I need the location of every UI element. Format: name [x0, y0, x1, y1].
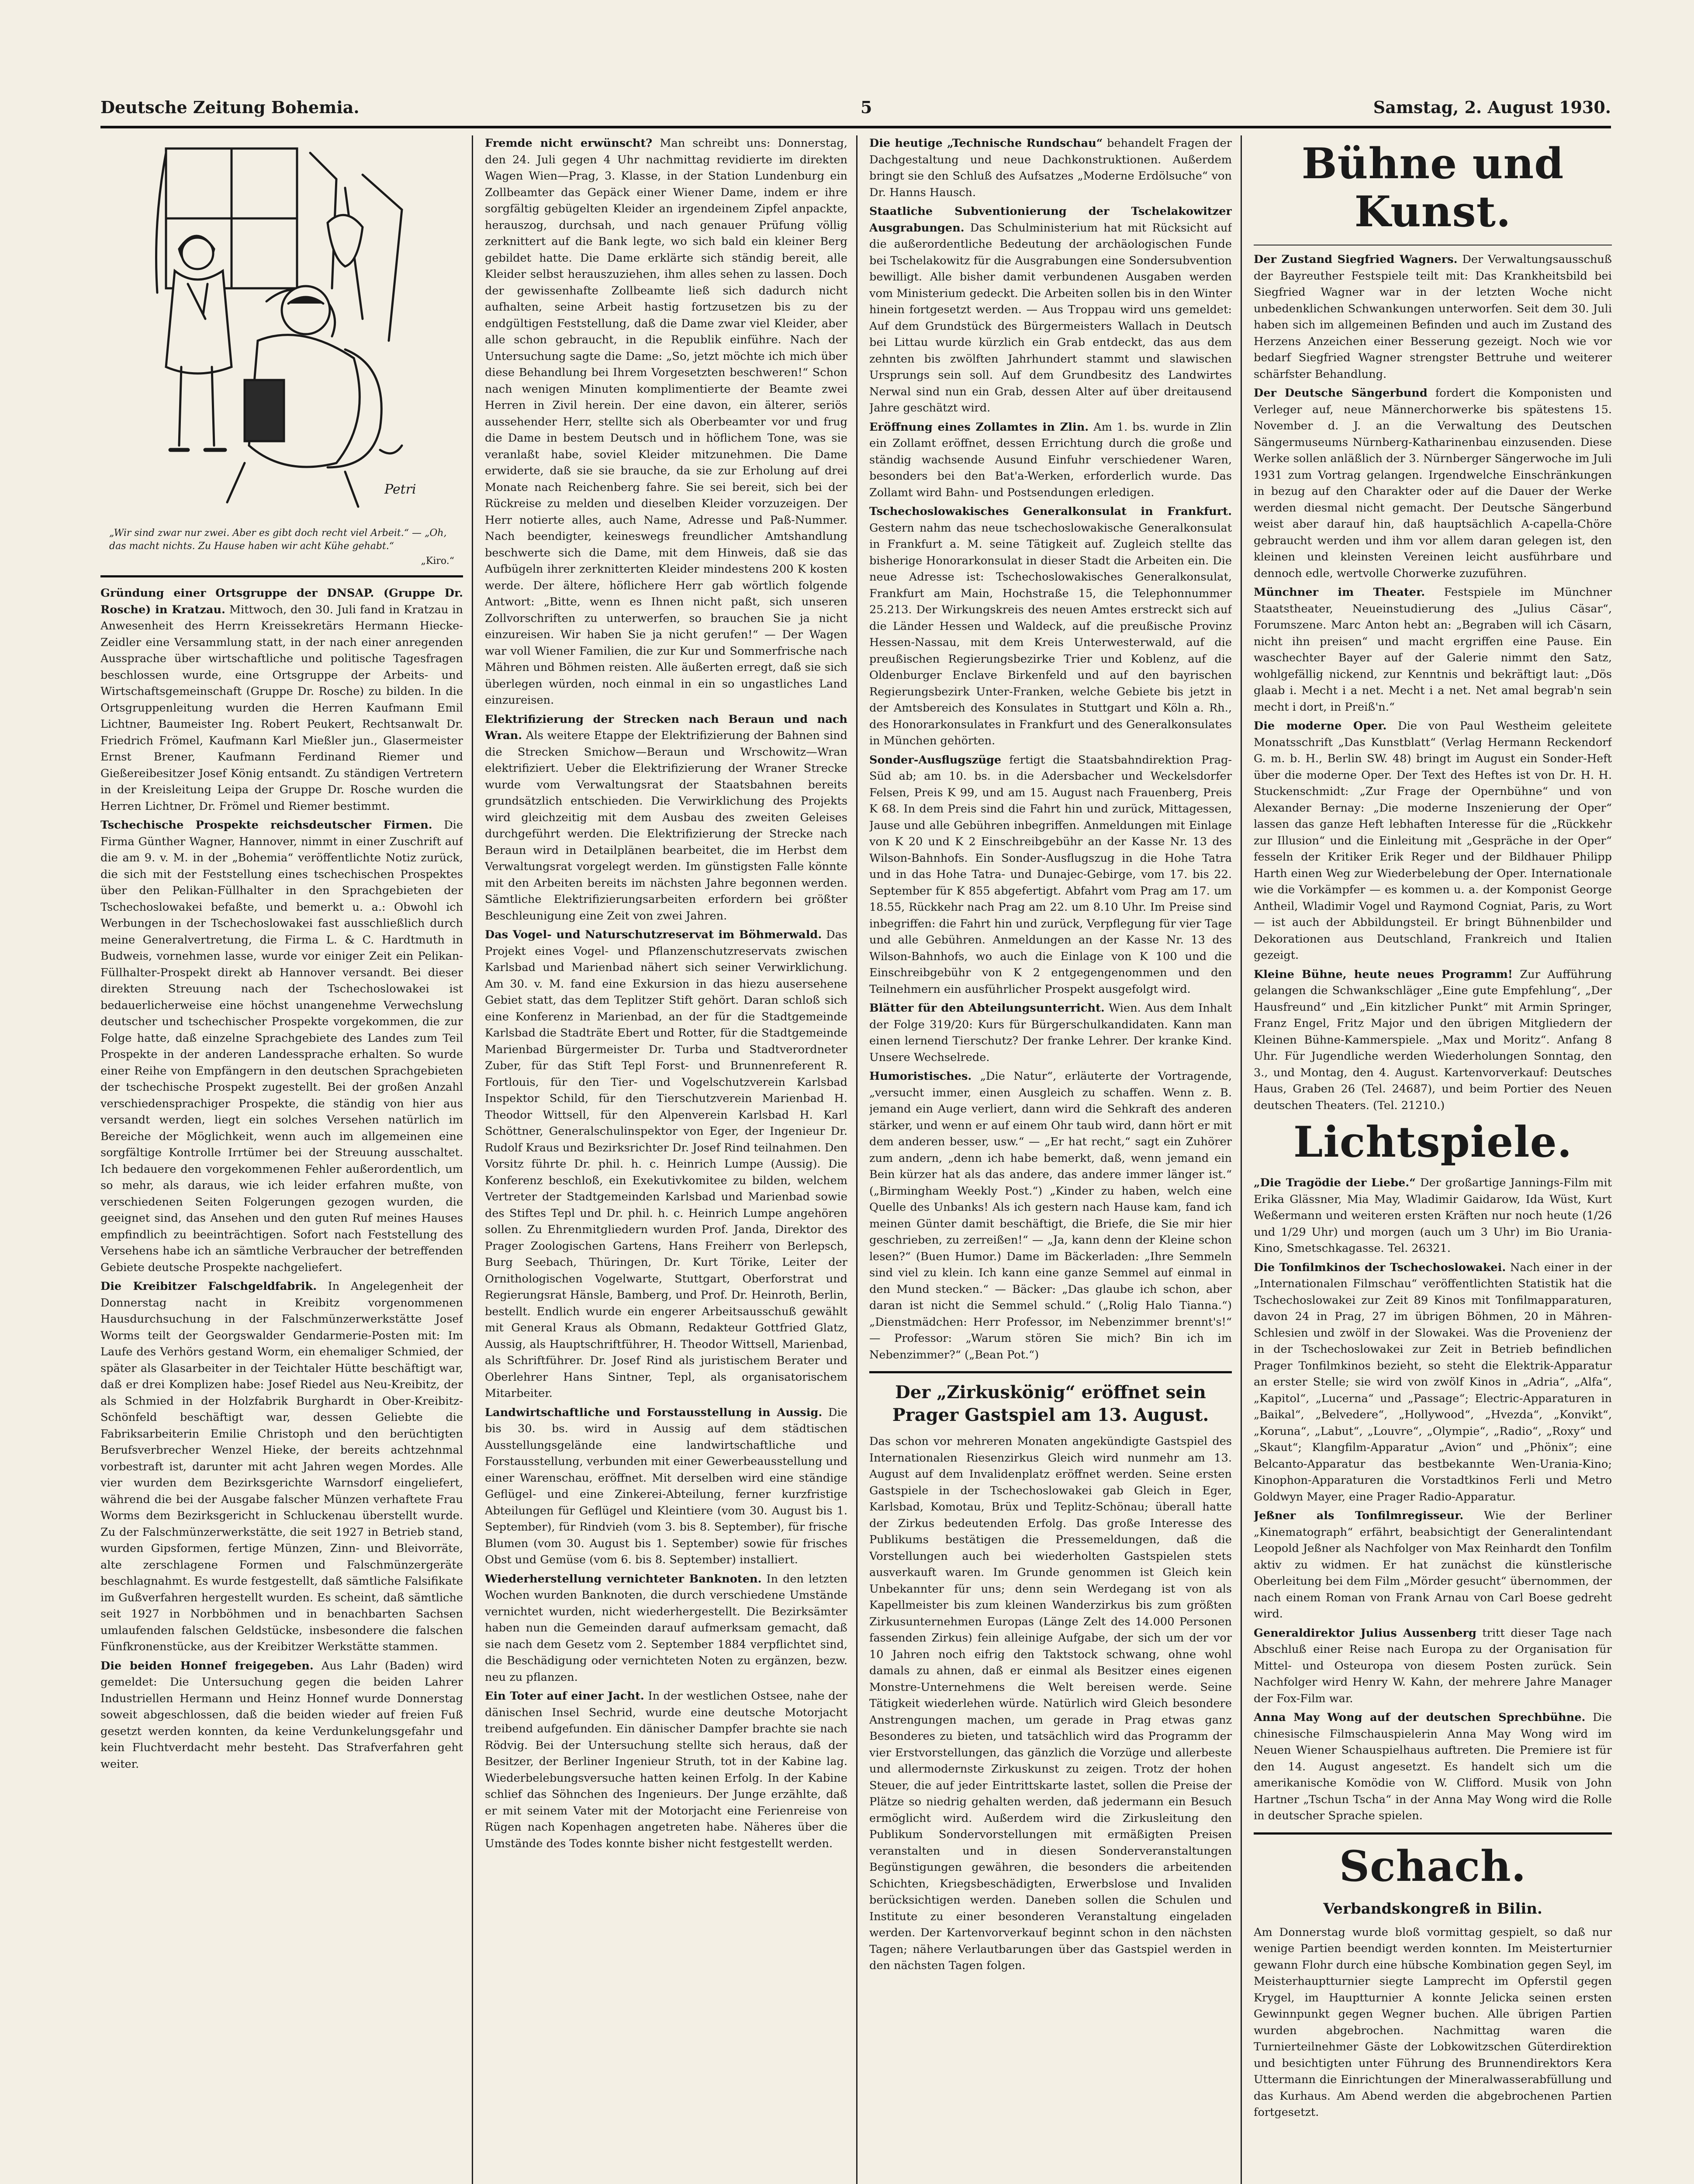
article — [485, 1405, 847, 1569]
article — [485, 1571, 847, 1686]
article-heading: Gründung einer Ortsgruppe der DNSAP. (Gruppe Dr. Rosche) in Kratzau. — [100, 587, 463, 616]
article-body: Man schreibt uns: Donnerstag, den 24. Juli gegen 4 Uhr nachmittag revidierte im direkten Wagen Wien—Prag, 3. Klasse, in der Station Lundenburg ein Zollbeamter das Gepäck einer Wiener Dame, indem er ihre sorgfältig gebügelten Kleider an irgendeinem Zipfel anpackte, herauszog, durchsah, und nach genauer Prüfung völlig zerknittert auf die Bank legte, wo sich bald ein kleiner Berg gebildet hatte. Die Dame erklärte sich ständig bereit, alle Kleider selbst herauszuziehen, ihm alles sehen zu lassen. Doch der gewissenhafte Zollbeamte ließ sich dadurch nicht aufhalten, seine Arbeit hastig fortzusetzen bis zu der endgültigen Feststellung, daß die Dame zwar viel Kleider, aber alle schon gebraucht, in die Republik einführe. Nach der Untersuchung sagte die Dame: „So, jetzt möchte ich mich über diese Behandlung bei Ihrem Vorgesetzten beschweren!“ Schon nach wenigen Minuten komplimentierte der Beamte zwei Herren in Zivil herein. Der eine davon, ein älterer, seriös aussehender Herr, stellte sich als Oberbeamter vor und frug die Dame in bestem Deutsch und in höflichem Tone, was sie veranlaßt habe, soviel Kleider mitzunehmen. Die Dame erwiderte, daß sie sie brauche, da sie zur Erholung auf drei Monate nach Reichenberg fahre. Sie sei bereit, sich bei der Rückreise zu melden und dieselben Kleider vorzuzeigen. Der Herr notierte alles, auch Name, Adresse und Paß-Nummer. Nach beendigter, keineswegs freundlicher Amtshandlung beschwerte sich die Dame, mit dem Hinweis, daß sie das Aufbügeln ihrer zerknitterten Kleider mindestens 200 K kosten werde. Der ältere, höflichere Herr gab wörtlich folgende Antwort: „Bitte, wenn es Ihnen nicht paßt, sich unseren Zollvorschriften zu unterwerfen, so brauchen Sie ja nicht einzureisen. Wir haben Sie ja nicht gerufen!“ — Der Wagen war voll Wiener Familien, die zur Kur und Sommerfrische nach Mähren und Böhmen reisten. Alle äußerten erregt, daß sie sich überlegen würden, noch einmal in ein so ungastliches Land einzureisen. — [485, 137, 847, 707]
article-body: behandelt Fragen der Dachgestaltung und neue Dachkonstruktionen. Außerdem bringt sie den Schluß des Aufsatzes „Moderne Erdölsuche“ von Dr. Hanns Hausch. — [869, 137, 1232, 199]
column-divider — [1241, 135, 1242, 2184]
article-heading: Generaldirektor Julius Aussenberg — [1254, 1626, 1476, 1640]
chess-subheading: Verbandskongreß in Bilin. — [1323, 1900, 1542, 1918]
article-body: Wie der Berliner „Kinematograph“ erfährt, beabsichtigt der Generalintendant Leopold Jeßner als Nachfolger von Max Reinhardt den Tonfilm aktiv zu widmen. Er hat zunächst die künstlerische Oberleitung bei dem Film „Mörder gesucht“ übernommen, der nach einem Roman von Frank Arnau von Carl Boese gedreht wird. — [1254, 1509, 1612, 1621]
article-heading: Eröffnung eines Zollamtes in Zlin. — [869, 420, 1089, 434]
artist-signature: Petri — [384, 482, 416, 497]
column-divider — [472, 135, 473, 2184]
article — [100, 1279, 463, 1655]
section-title-schach: Schach. — [1339, 1841, 1527, 1891]
article-heading: Humoristisches. — [869, 1070, 972, 1083]
article-body: Am 1. bs. wurde in Zlin ein Zollamt eröffnet, dessen Errichtung durch die große und ständig wachsende Ausund Einfuhr verschiedener Waren, besonders bei den Bat'a-Werken, erforderlich wurde. Das Zollamt wird Bahn- und Postsendungen erledigen. — [869, 420, 1232, 499]
section-rule — [1254, 1832, 1612, 1835]
article-body: Der großartige Jannings-Film mit Erika Glässner, Mia May, Wladimir Gaidarow, Ida Wüst, Kurt Weßermann und weiteren ersten Kräften nur noch heute (1/26 und 1/29 Uhr) und morgen (auch um 3 Uhr) im Bio Urania-Kino, Smetschkagasse. Tel. 26321. — [1254, 1176, 1612, 1255]
column-divider — [856, 135, 857, 2184]
cartoon-illustration — [100, 135, 463, 524]
article-heading: Die Tonfilmkinos der Tschechoslowakei. — [1254, 1261, 1506, 1274]
article — [869, 419, 1232, 501]
section-title-buehne: Bühne und Kunst. — [1301, 139, 1564, 236]
cartoon-caption: „Wir sind zwar nur zwei. Aber es gibt doch recht viel Arbeit.“ — „Oh, das macht nichts. Zu Hause haben wir acht Kühe gehabt.“ — [109, 528, 447, 552]
article-body: „Die Natur“, erläuterte der Vortragende, „versucht immer, einen Ausgleich zu schaffen. Wenn z. B. jemand ein Auge verliert, dann wird die Sehkraft des anderen stärker, und wenn er auf einem Ohr taub wird, dann hört er mit dem anderen besser, usw.“ — „Er hat recht,“ sagt ein Zuhörer zum andern, „denn ich habe bemerkt, daß, wenn jemand ein Bein kürzer hat als das andere, das andere immer länger ist.“ („Birmingham Weekly Post.“) „Kinder zu haben, welch eine Quelle des Unbanks! Als ich gestern nach Hause kam, fand ich meinen Günter damit beschäftigt, die Briefe, die Sie mir hier geschrieben, zu zerreißen!“ — „Ja, kann denn der Kleine schon lesen?“ (Buen Humor.) Dame im Bäckerladen: „Ihre Semmeln sind viel zu klein. Ich kann eine ganze Semmel auf einmal in den Mund stecken.“ — Bäcker: „Das glaube ich schon, aber daran ist nicht die Semmel schuld.“ („Rolig Halo Tianna.“) „Dienstmädchen: Herr Professor, im Nebenzimmer brennt's!“ — Professor: „Warum stören Sie mich? Bin ich im Nebenzimmer?“ („Bean Pot.“) — [869, 1070, 1232, 1362]
article-body: In den letzten Wochen wurden Banknoten, die durch verschiedene Umstände vernichtet wurden, nicht wiederhergestellt. Die Bezirksämter haben nun die Gemeinden darauf aufmerksam gemacht, daß sie nach dem Gesetz vom 2. September 1884 verpflichtet sind, die Beschädigung oder vernichteten Noten zu ergänzen, bezw. neu zu pflanzen. — [485, 1572, 847, 1684]
column-4 — [1254, 135, 1612, 2184]
article — [100, 817, 463, 1276]
article — [485, 135, 847, 709]
article-body: Das schon vor mehreren Monaten angekündigte Gastspiel des Internationalen Riesenzirkus Gleich wird nunmehr am 13. August auf dem Invalidenplatz eröffnet werden. Seine ersten Gastspiele in der Tschechoslowakei gab Gleich in Eger, Karlsbad, Komotau, Brüx und Teplitz-Schönau; überall hatte der Zirkus bedeutenden Erfolg. Das große Interesse des Publikums bestätigen die Pressemeldungen, daß die Vorstellungen auch bei wiederholten Gastspielen stets ausverkauft waren. Im Grunde genommen ist Gleich kein Unbekannter für uns; denn sein Werdegang ist von als Kapellmeister bis zum kleinen Wanderzirkus bis zum größten Zirkusunternehmen Europas (Länge Zelt des 14.000 Personen fassenden Zirkus) fein alleinige Aufgabe, der sich um der vor 10 Jahren noch eifrig den Taktstock schwang, ohne wohl damals zu ahnen, daß er einmal als Besitzer eines eigenen Monstre-Unternehmens die Welt bereisen werde. Seine Tätigkeit wiederlehen würde. Natürlich wird Gleich besondere Anstrengungen machen, um gerade in Prag etwas ganz Besonderes zu bieten, und tatsächlich wird das Programm der vier Erstvorstellungen, das gänzlich die Vorzüge und allerbeste und allermodernste Zirkuskunst zu zeigen. Trotz der hohen Steuer, die auf jeder Eintrittskarte lastet, sollen die Preise der Plätze so niedrig gehalten werden, daß jedermann ein Besuch ermöglicht wird. Außerdem wird die Zirkusleitung den Publikum Sondervorstellungen mit ermäßigten Preisen veranstalten und in diesen Sonderveranstaltungen Begünstigungen gewähren, die besonders die arbeitenden Schichten, Kriegsbeschädigten, Erwerbslose und Invaliden berücksichtigen werden. Daneben sollen die Schulen und Institute zu einer besonderen Veranstaltung eingeladen werden. Der Kartenvorverkauf beginnt schon in den nächsten Tagen; nähere Verlautbarungen über das Gastspiel werden in den nächsten Tagen folgen. — [869, 1435, 1232, 1972]
article-heading: Der Zustand Siegfried Wagners. — [1254, 253, 1458, 266]
article-heading: Fremde nicht erwünscht? — [485, 137, 653, 150]
circus-headline: Der „Zirkuskönig“ eröffnet sein Prager Gastspiel am 13. August. — [892, 1382, 1209, 1425]
article — [485, 712, 847, 925]
cartoon-drawing — [100, 135, 463, 524]
article — [485, 1688, 847, 1852]
article-body: Als weitere Etappe der Elektrifizierung der Bahnen sind die Strecken Smichow—Beraun und Wrschowitz—Wran elektrifiziert. Ueber die Elektrifizierung der Wraner Strecke wurde vom Verwaltungsrat der Staatsbahnen bereits grundsätzlich entschieden. Die Verwirklichung des Projekts wird gleichzeitig mit dem Ausbau des zweiten Geleises durchgeführt werden. Die Elektrifizierung der Strecke nach Beraun wird in Detailplänen bearbeitet, die im Herbst dem Verwaltungsrat vorgelegt werden. Im günstigsten Falle könnte mit den Arbeiten bereits im nächsten Jahre begonnen werden. Sämtliche Elektrifizierungsarbeiten erfordern bei größter Beschleunigung eine Zeit von zwei Jahren. — [485, 729, 847, 923]
article-body: fordert die Komponisten und Verleger auf, neue Männerchorwerke bis spätestens 15. November d. J. an die Verwaltung des Deutschen Sängermuseums Nürnberg-Katharinenbau einzusenden. Diese Werke sollen anläßlich der 3. Nürnberger Sängerwoche im Juli 1931 zum Vortrag gelangen. Irgendwelche Einschränkungen in bezug auf den Charakter oder auf die Dauer der Werke werden diesmal nicht gemacht. Der Deutsche Sängerbund weist aber darauf hin, daß hauptsächlich A-capella-Chöre gebraucht werden und ihm vor allem daran gelegen ist, den kleinen und kleinsten Vereinen leicht ausführbare und dennoch edle, wertvolle Chorwerke zuzuführen. — [1254, 387, 1612, 580]
section-title-lichtspiele: Lichtspiele. — [1293, 1117, 1573, 1167]
article-body: Festspiele im Münchner Staatstheater, Neueinstudierung des „Julius Cäsar“, Forumszene. Marc Anton hebt an: „Begraben will ich Cäsarn, nicht ihn preisen“ und macht ergriffen eine Pause. Ein waschechter Bayer auf der Galerie nimmt den Satz, wohlgefällig nickend, zur Kenntnis und bekräftigt laut: „Dös glaab i. Mecht i a net. Mecht i a net. Net amal begrab'n sein mecht i dort, in Preiß'n.“ — [1254, 586, 1612, 714]
article — [1254, 1260, 1612, 1506]
article-body: Gestern nahm das neue tschechoslowakische Generalkonsulat in Frankfurt a. M. seine Tätigkeit auf. Zugleich stellte das bisherige Honorarkonsulat in dieser Stadt die Arbeiten ein. Die neue Adresse ist: Tschechoslowakisches Generalkonsulat, Frankfurt am Main, Hochstraße 15, die Telephonnummer 25.213. Der Wirkungskreis des neuen Amtes erstreckt sich auf die Länder Hessen und Waldeck, auf die preußische Provinz Hessen-Nassau, mit dem Kreis Unterwesterwald, auf die preußischen Regierungsbezirke Trier und Koblenz, auf die Oldenburger Enclave Birkenfeld und auf den bayrischen Regierungsbezirk Unter-Franken, welche Gebiete bis jetzt in der Amtsbereich des Konsulates in Stuttgart und Köln a. Rh., des Honorarkonsulates in Frankfurt und des Generalkonsulates in München gehörten. — [869, 521, 1232, 747]
article — [100, 585, 463, 815]
caption-source: „Kiro.“ — [421, 556, 454, 567]
article-body: Der Verwaltungsausschuß der Bayreuther Festspiele teilt mit: Das Krankheitsbild bei Siegfried Wagner war in der letzten Woche nicht unbedenklichen Schwankungen unterworfen. Seit dem 30. Juli haben sich im allgemeinen Befinden und auch im Zustand des Herzens Anzeichen einer Besserung gezeigt. Noch wie vor bedarf Siegfried Wagner strengster Bettruhe und weiterer schärfster Behandlung. — [1254, 253, 1612, 381]
article — [485, 927, 847, 1402]
article — [869, 504, 1232, 750]
article — [869, 135, 1232, 201]
article-body: Die von Paul Westheim geleitete Monatsschrift „Das Kunstblatt“ (Verlag Hermann Reckendorf G. m. b. H., Berlin SW. 48) bringt im August ein Sonder-Heft über die moderne Oper. Der Text des Heftes ist von Dr. H. H. Stuckenschmidt: „Zur Frage der Opernbühne“ und von Alexander Bernay: „Die moderne Inszenierung der Oper“ lassen das ganze Heft lebhaften Interesse für die „Rückkehr zur Illusion“ und die Einleitung mit „Gespräche in der Oper“ fesseln der Kritiker Erik Reger und der Bildhauer Philipp Harth einen Weg zur Wiederbelebung der Oper. Internationale wie die Vorkämpfer — es kommen u. a. der Komponist George Antheil, Wladimir Vogel und Raymond Cogniat, Paris, zu Wort — ist auch der Abbildungsteil. Er bringt Bühnenbilder und Dekorationen aus Deutschland, Frankreich und Italien gezeigt. — [1254, 719, 1612, 962]
article — [1254, 252, 1612, 383]
article-heading: Jeßner als Tonfilmregisseur. — [1254, 1509, 1464, 1522]
article-body: Die Firma Günther Wagner, Hannover, nimmt in einer Zuschrift auf die am 9. v. M. in der „Bohemia“ veröffentlichte Notiz zurück, die sich mit der Feststellung eines tschechischen Prospektes über den Pelikan-Füllhalter in den Sprachgebieten der Tschechoslowakei befaßte, und bemerkt u. a.: Obwohl ich Werbungen in der Tschechoslowakei fast ausschließlich durch meine Generalvertretung, die Firma L. & C. Hardtmuth in Budweis, vornehmen lasse, wurde vor einiger Zeit ein Pelikan-Füllhalter-Prospekt direkt ab Hannover versandt. Bei dieser direkten Streuung nach der Tschechoslowakei ist bedauerlicherweise eine höchst unangenehme Verwechslung deutscher und tschechischer Prospekte vorgekommen, die zur Folge hatte, daß einzelne Sprachgebiete des Landes zum Teil Prospekte in der anderen Landessprache erhalten. So wurde einer Reihe von Empfängern in den deutschen Sprachgebieten der tschechische Prospekt zugestellt. Bei der großen Anzahl verschiedensprachiger Prospekte, die ständig von hier aus versandt werden, liegt ein solches Versehen natürlich im Bereiche der Möglichkeit, wenn auch im allgemeinen eine sorgfältige Kontrolle Irrtümer bei der Streuung ausschaltet. Ich bedauere den vorgekommenen Fehler außerordentlich, um so mehr, als daraus, wie ich leider erfahren mußte, von verschiedenen Seiten Folgerungen gezogen wurden, die geeignet sind, das Ansehen und den guten Ruf meines Hauses empfindlich zu beeinträchtigen. Sofort nach Feststellung des Versehens habe ich an sämtliche Verbraucher der betreffenden Gebiete deutsche Prospekte nachgeliefert. — [100, 819, 463, 1274]
article-body: Zur Aufführung gelangen die Schwankschläger „Eine gute Empfehlung“, „Der Hausfreund“ und „Ein kitzlicher Punkt“ mit Armin Springer, Franz Engel, Fritz Major und den übrigen Mitgliedern der Kleinen Bühne-Kammerspiele. „Max und Moritz“. Anfang 8 Uhr. Für Jugendliche werden Wiederholungen Sonntag, den 3., und Montag, den 4. August. Kartenvorverkauf: Deutsches Haus, Graben 26 (Tel. 24687), und beim Portier des Neuen deutschen Theaters. (Tel. 21210.) — [1254, 968, 1612, 1112]
article-heading: Tschechoslowakisches Generalkonsulat in Frankfurt. — [869, 505, 1232, 518]
article — [869, 204, 1232, 417]
article-heading: Elektrifizierung der Strecken nach Beraun und nach Wran. — [485, 712, 847, 742]
article-heading: Anna May Wong auf der deutschen Sprechbühne. — [1254, 1711, 1586, 1724]
article-heading: Staatliche Subventionierung der Tschelakowitzer Ausgrabungen. — [869, 205, 1232, 235]
section-rule — [869, 1371, 1232, 1373]
article-heading: Die beiden Honnef freigegeben. — [100, 1659, 314, 1673]
article-heading: Die moderne Oper. — [1254, 719, 1387, 733]
article-body: Am Donnerstag wurde bloß vormittag gespielt, so daß nur wenige Partien beendigt werden konnten. Im Meisterturnier gewann Flohr durch eine hübsche Kombination gegen Seyl, im Meisterhauptturnier siegte Lamprecht im Opferstil gegen Krygel, im Hauptturnier A konnte Jelicka seinen ersten Gewinnpunkt gegen Wegner buchen. Alle übrigen Partien wurden abgebrochen. Nachmittag waren die Turnierteilnehmer Gäste der Lobkowitzschen Güterdirektion und besichtigten unter Führung des Brunnendirektors Kera Uttermann die Einrichtungen der Mineralwasserabfüllung und das Kurhaus. Am Abend werden die abgebrochenen Partien fortgesetzt. — [1254, 1925, 1612, 2119]
article — [1254, 1710, 1612, 1825]
article-body: Das Projekt eines Vogel- und Pflanzenschutzreservats zwischen Karlsbad und Marienbad nähert sich seiner Verwirklichung. Am 30. v. M. fand eine Exkursion in das hiezu ausersehene Gebiet statt, das dem Teplitzer Stift gehört. Daran schloß sich eine Konferenz in Marienbad, an der für die Stadtgemeinde Karlsbad die Stadträte Ebert und Rotter, für die Stadtgemeinde Marienbad Bürgermeister Dr. Turba und Stadtverordneter Zuber, für das Stift Tepl Forst- und Brunnenreferent R. Fortlouis, für den Tier- und Vogelschutzverein Karlsbad Inspektor Schild, für den Tierschutzverein Marienbad H. Theodor Wittsell, für den Alpenverein Karlsbad H. Karl Schöttner, Generalschulinspektor von Eger, der Ingenieur Dr. Rudolf Kraus und Bezirksrichter Dr. Josef Rind teilnahmen. Den Vorsitz führte Dr. phil. h. c. Heinrich Lumpe (Aussig). Die Konferenz beschloß, ein Exekutivkomitee zu bilden, welchem Vertreter der Stadtgemeinden Karlsbad und Marienbad sowie des Stiftes Tepl und Dr. phil. h. c. Heinrich Lumpe angehören sollen. Zu Ehrenmitgliedern wurden Prof. Janda, Direktor des Prager Zoologischen Gartens, Hans Freiherr von Berlepsch, Burg Seebach, Thüringen, Dr. Kurt Törike, Leiter der Ornithologischen Vogelwarte, Stuttgart, Oberforstrat und Regierungsrat Hänsle, Bamberg, und Prof. Dr. Heinroth, Berlin, bestellt. Endlich wurde ein engerer Arbeitsausschuß gewählt mit General Kraus als Obmann, Redakteur Gottfried Glatz, Aussig, als Hauptschriftführer, H. Theodor Wittsell, Marienbad, als Schriftführer. Dr. Josef Rind als juristischem Berater und Oberlehrer Hans Sintner, Tepl, als organisatorischem Mitarbeiter. — [485, 928, 847, 1400]
article-heading: „Die Tragödie der Liebe.“ — [1254, 1176, 1416, 1189]
column-1 — [100, 135, 463, 2184]
article — [100, 1658, 463, 1773]
article — [1254, 1625, 1612, 1707]
article-body: In Angelegenheit der Donnerstag nacht in Kreibitz vorgenommenen Hausdurchsuchung in der Falschmünzerwerkstätte Josef Worms teilt der Georgswalder Gendarmerie-Posten mit: Im Laufe des Verhörs gestand Worm, ein ehemaliger Schmied, der später als Glasarbeiter in der Teichtaler Hütte beschäftigt war, daß er drei Komplizen habe: Josef Riedel aus Neu-Kreibitz, der als Schmied in der Holzfabrik Burghardt in Ober-Kreibitz-Schönfeld beschäftigt war, dessen Geliebte die Fabriksarbeiterin Emilie Christoph und den berüchtigten Berufsverbrecher Wenzel Hieke, der bereits achtzehnmal vorbestraft ist, darunter mit acht Jahren wegen Mordes. Alle vier wurden dem Bezirksgerichte Warnsdorf eingeliefert, während die bei der Ausgabe falscher Münzen verhaftete Frau Worms dem Bezirksgericht in Schluckenau überstellt wurde. Zu der Falschmünzerwerkstätte, die seit 1927 in Betrieb stand, wurden Gipsformen, fertige Münzen, Zinn- und Bleivorräte, alte zerschlagene Formen und Falschmünzergeräte beschlagnahmt. Es wurde festgestellt, daß sämtliche Falsifikate im Gußverfahren hergestellt wurden. Es scheint, daß sämtliche seit 1927 in Norbböhmen und in benachbarten Sachsen umlaufenden falschen Geldstücke, insbesondere die falschen Fünfkronenstücke, aus der Kreibitzer Werkstätte stammen. — [100, 1280, 463, 1653]
article — [1254, 385, 1612, 582]
article-heading: Der Deutsche Sängerbund — [1254, 387, 1428, 400]
article — [1254, 1175, 1612, 1257]
issue-date: Samstag, 2. August 1930. — [1373, 97, 1611, 117]
article-body: Die chinesische Filmschauspielerin Anna May Wong wird im Neuen Wiener Schauspielhaus auftreten. Die Premiere ist für den 14. August angesetzt. Es handelt sich um die amerikanische Komödie von W. Clifford. Musik von John Hartner „Tschun Tscha“ in der Anna May Wong wird die Rolle in deutscher Sprache spielen. — [1254, 1711, 1612, 1822]
article-body: fertigt die Staatsbahndirektion Prag-Süd ab; am 10. bs. in die Adersbacher und Weckelsdorfer Felsen, Preis K 99, und am 15. August nach Frauenberg, Preis K 68. In dem Preis sind die Fahrt hin und zurück, Mittagessen, Jause und alle Gebühren inbegriffen. Anmeldungen mit Einlage von K 20 und K 2 Einschreibgebühr an der Kasse Nr. 13 des Wilson-Bahnhofs. Ein Sonder-Ausflugszug in die Hohe Tatra und in das Hohe Tatra- und Dunajec-Gebirge, vom 17. bis 22. September für K 855 abgefertigt. Abfahrt vom Prag am 17. um 18.55, Rückkehr nach Prag am 22. um 8.10 Uhr. Im Preise sind inbegriffen: die Fahrt hin und zurück, Verpflegung für vier Tage und alle Gebühren. Anmeldungen an der Kasse Nr. 13 des Wilson-Bahnhofs, wo auch die Einlage von K 100 und die Einschreibgebühr von K 2 entgegengenommen und den Teilnehmern ein ausführlicher Prospekt ausgefolgt wird. — [869, 753, 1232, 996]
article-heading: Die Kreibitzer Falschgeldfabrik. — [100, 1280, 317, 1293]
column-3 — [869, 135, 1232, 2184]
article-heading: Kleine Bühne, heute neues Programm! — [1254, 968, 1513, 981]
section-rule — [100, 575, 463, 577]
article-body: In der westlichen Ostsee, nahe der dänischen Insel Sechrid, wurde eine deutsche Motorjacht treibend aufgefunden. Ein dänischer Dampfer brachte sie nach Rödvig. Bei der Untersuchung stellte sich heraus, daß der Besitzer, der Berliner Ingenieur Struth, tot in der Kabine lag. Wiederbelebungsversuche hatten keinen Erfolg. In der Kabine schlief das Söhnchen des Ingenieurs. Der Junge erzählte, daß er mit seinem Vater mit der Motorjacht eine Ferienreise von Rügen nach Kopenhagen angetreten habe. Näheres über die Umstände des Todes konnte bisher nicht festgestellt werden. — [485, 1690, 847, 1850]
page-number: 5 — [860, 97, 872, 117]
article — [1254, 718, 1612, 964]
article-body: tritt dieser Tage nach Abschluß einer Reise nach Europa zu der Organisation für Mittel- und Osteuropa von diesem Posten zurück. Sein Nachfolger wird Henry W. Kahn, der mehrere Jahre Manager der Fox-Film war. — [1254, 1626, 1612, 1705]
article-heading: Blätter für den Abteilungsunterricht. — [869, 1002, 1105, 1015]
article-heading: Landwirtschaftliche und Forstausstellung in Aussig. — [485, 1406, 823, 1419]
article-body: Mittwoch, den 30. Juli fand in Kratzau in Anwesenheit des Herrn Kreissekretärs Hermann Hiecke-Zeidler eine Versammlung statt, in der nach einer anregenden Aussprache über wirtschaftliche und politische Tagesfragen beschlossen wurde, eine Ortsgruppe der Arbeits- und Wirtschaftsgemeinschaft (Gruppe Dr. Rosche) zu bilden. In die Ortsgruppenleitung wurden die Herren Kaufmann Emil Lichtner, Baumeister Ing. Robert Peukert, Rechtsanwalt Dr. Friedrich Frömel, Kaufmann Karl Mießler jun., Glasermeister Ernst Brener, Kaufmann Ferdinand Riemer und Gießereibesitzer Josef König entsandt. Zu ständigen Vertretern in der Kreisleitung Leipa der Gruppe Dr. Rosche wurden die Herren Lichtner, Dr. Frömel und Riemer bestimmt. — [100, 603, 463, 813]
article-body: Wien. Aus dem Inhalt der Folge 319/20: Kurs für Bürgerschulkandidaten. Kann man einen lernend Tierschutz? Der franke Lehrer. Der kranke Kind. Unsere Wechselrede. — [869, 1002, 1232, 1064]
column-2 — [485, 135, 847, 2184]
article-body: Nach einer in der „Internationalen Filmschau“ veröffentlichten Statistik hat die Tschechoslowakei zur Zeit 89 Kinos mit Tonfilmapparaturen, davon 24 in Prag, 27 im übrigen Böhmen, 20 in Mähren-Schlesien und zwölf in der Slowakei. Was die Provenienz der in der Tschechoslowakei zur Zeit in Betrieb befindlichen Prager Tonfilmkinos bezieht, so steht die Elektrik-Apparatur an erster Stelle; sie wird von zwölf Kinos in „Adria“, „Alfa“, „Kapitol“, „Lucerna“ und „Passage“; Electric-Apparaturen in „Baikal“, „Belvedere“, „Hollywood“, „Hvezda“, „Konvikt“, „Koruna“, „Labut“, „Louvre“, „Olympie“, „Radio“, „Roxy“ und „Skaut“; Klangfilm-Apparatur „Avion“ und „Phönix“; eine Belcanto-Apparatur das bestbekannte Wen-Urania-Kino; Kinophon-Apparaturen die Vorstadtkinos Ferli und Metro Goldwyn Mayer, eine Prager Radio-Apparatur. — [1254, 1261, 1612, 1503]
header-rule — [100, 126, 1611, 128]
article-heading: Münchner im Theater. — [1254, 586, 1425, 599]
article-heading: Wiederherstellung vernichteter Banknoten. — [485, 1572, 762, 1586]
article-heading: Sonder-Ausflugszüge — [869, 753, 1002, 767]
article-heading: Die heutige „Technische Rundschau“ — [869, 137, 1103, 150]
article — [1254, 1508, 1612, 1623]
article-heading: Tschechische Prospekte reichsdeutscher Firmen. — [100, 819, 432, 832]
article-body: Die bis 30. bs. wird in Aussig auf dem städtischen Ausstellungsgelände eine landwirtschaftliche und Forstausstellung, verbunden mit einer Gewerbeausstellung und einer Warenschau, eröffnet. Mit derselben wird eine ständige Geflügel- und eine Zinkerei-Abteilung, ferner kurzfristige Abteilungen für Geflügel und Kleintiere (vom 30. August bis 1. September), für Rindvieh (vom 3. bis 8. September), für frische Blumen (vom 30. August bis 1. September) sowie für frisches Obst und Gemüse (vom 6. bis 8. September) installiert. — [485, 1406, 847, 1566]
article-body: Das Schulministerium hat mit Rücksicht auf die außerordentliche Bedeutung der archäologischen Funde bei Tschelakowitz für die Ausgrabungen eine Sondersubvention bewilligt. Alle bisher damit verbundenen Ausgaben werden vom Ministerium gedeckt. Die Arbeiten sollen bis in den Winter hinein fortgesetzt werden. — Aus Troppau wird uns gemeldet: Auf dem Grundstück des Bürgermeisters Wallach in Deutsch bei Littau wurde kürzlich ein Grab entdeckt, das aus dem zehnten bis zwölften Jahrhundert stammt und slawischen Ursprungs sein soll. Auf dem Grundbesitz des Landwirtes Nerwal sind nun ein Grab, dessen Alter auf über dreitausend Jahre geschätzt wird. — [869, 221, 1232, 415]
page-header — [100, 92, 1611, 122]
article — [869, 1000, 1232, 1066]
article-heading: Das Vogel- und Naturschutzreservat im Böhmerwald. — [485, 928, 822, 941]
article — [869, 1068, 1232, 1363]
article-body: Aus Lahr (Baden) wird gemeldet: Die Untersuchung gegen die beiden Lahrer Industriellen Hermann und Heinz Honnef wurde Donnerstag soweit abgeschlossen, daß die beiden wieder auf freien Fuß gesetzt werden konnten, da keine Verdunkelungsgefahr und kein Fluchtverdacht mehr besteht. Das Strafverfahren geht weiter. — [100, 1659, 463, 1771]
article — [869, 752, 1232, 998]
article-heading: Ein Toter auf einer Jacht. — [485, 1690, 644, 1703]
article — [1254, 967, 1612, 1114]
article — [1254, 584, 1612, 715]
newspaper-title: Deutsche Zeitung Bohemia. — [100, 97, 360, 117]
